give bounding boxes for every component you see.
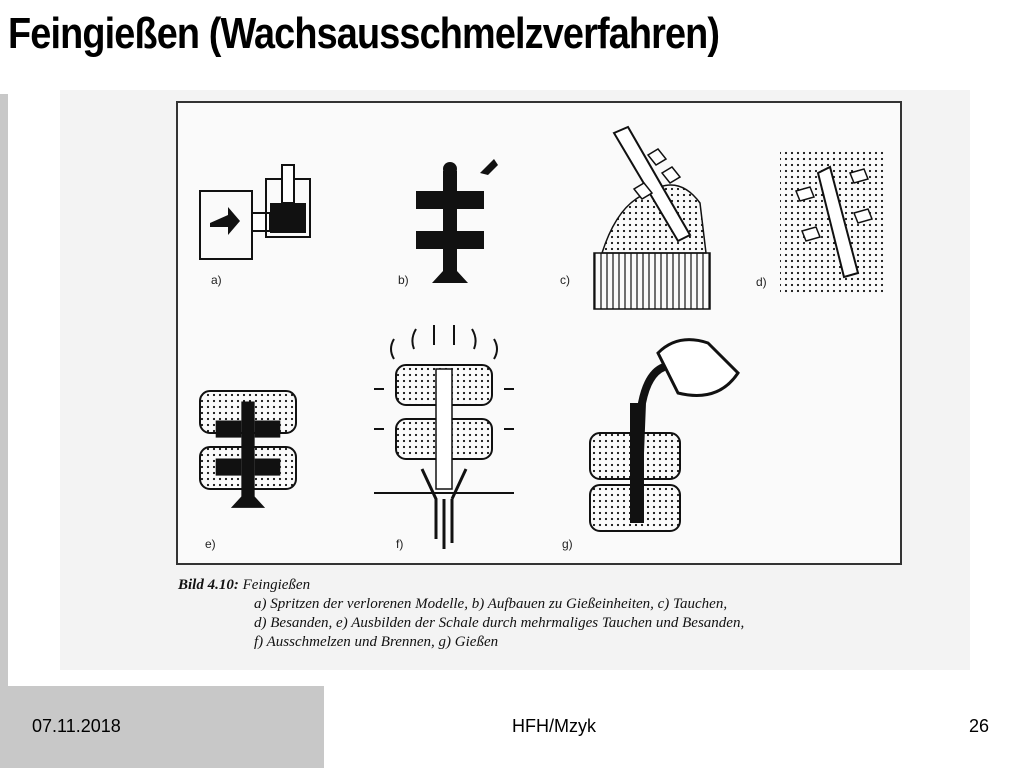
panel-label-c: c) [560,273,570,287]
panel-c-dipping [594,127,710,309]
footer-page-number: 26 [969,716,990,736]
caption-title [178,576,898,595]
slide-title: Feingießen (Wachsausschmelzverfahren) [8,9,720,58]
figure-frame [176,101,902,565]
panel-label-b: b) [398,273,409,287]
panel-a-injection-mold [200,165,310,259]
panel-f-melting [374,325,514,549]
panel-label-e: e) [205,537,216,551]
panel-d-sanding [780,149,886,293]
panel-b-wax-tree [416,159,498,283]
panel-label-d: d) [756,275,767,289]
caption-line: f) Ausschmelzen und Brennen, g) Gießen [254,634,499,650]
caption-figure-number: Bild 4.10: [178,577,239,593]
panel-g-pouring [590,340,738,531]
footer-author: HFH/Mzyk [512,716,596,736]
caption-figure-name: Feingießen [242,577,311,593]
process-illustration [178,103,904,567]
panel-label-f: f) [396,537,404,551]
figure-caption [178,576,898,652]
footer-date: 07.11.2018 [32,716,121,736]
left-accent-bar [0,94,8,686]
caption-line: d) Besanden, e) Ausbilden der Schale durch mehrmaliges Tauchen und Besanden, [254,615,745,631]
panel-e-shell [200,391,296,508]
panel-label-a: a) [211,273,222,287]
panel-label-g: g) [562,537,573,551]
caption-line: a) Spritzen der verlorenen Modelle, b) Aufbauen zu Gießeinheiten, c) Tauchen, [254,596,728,612]
